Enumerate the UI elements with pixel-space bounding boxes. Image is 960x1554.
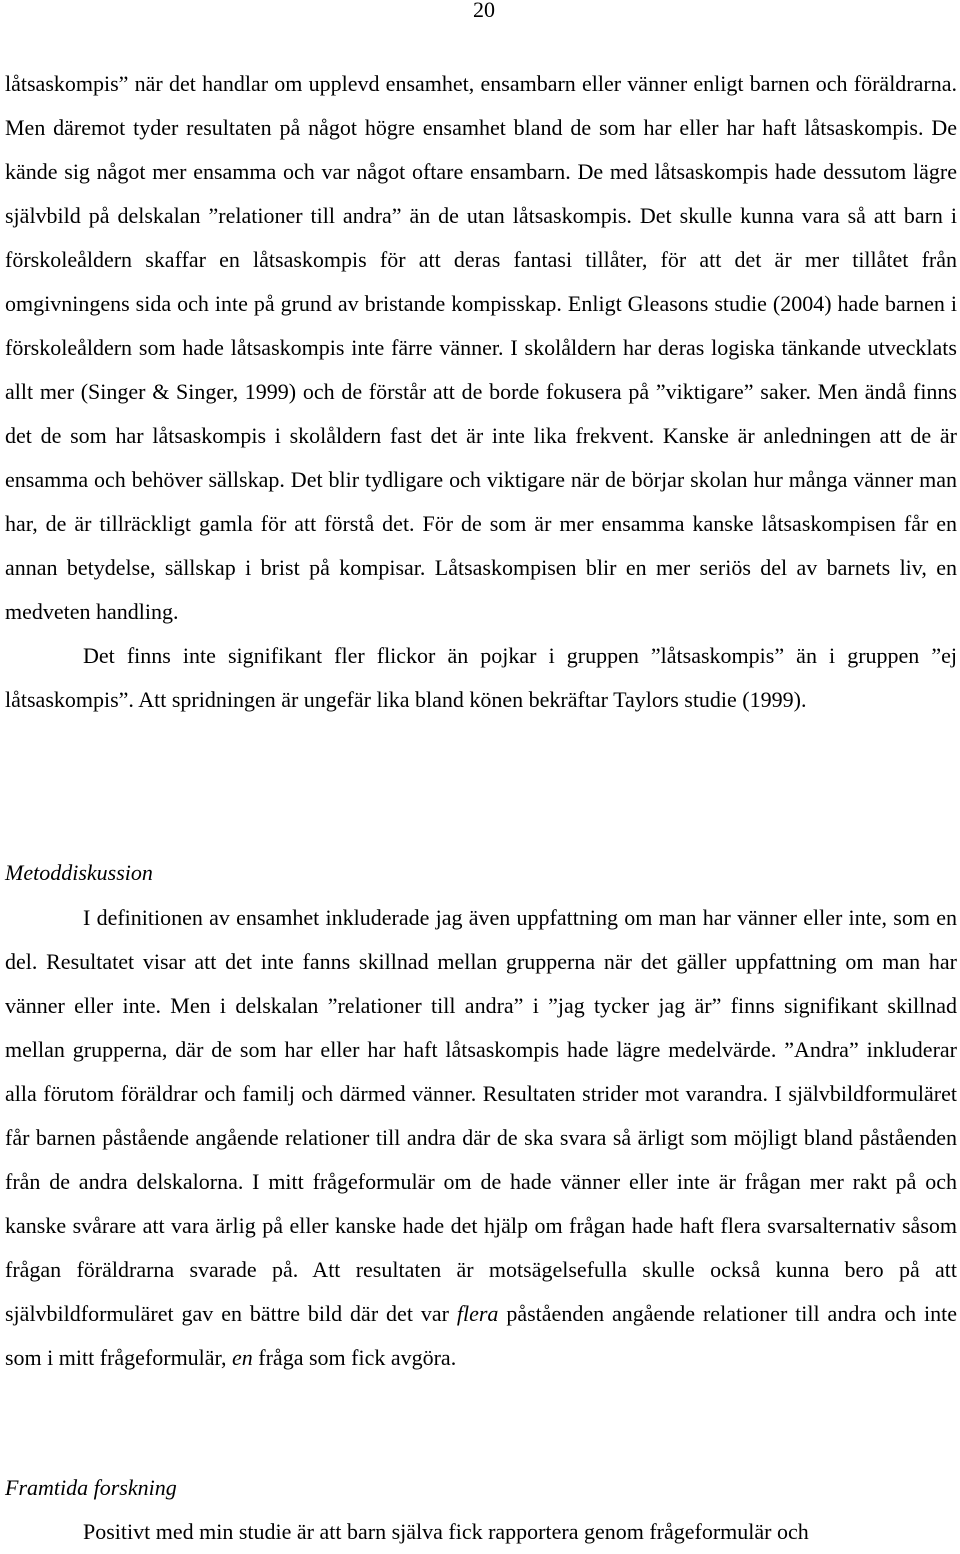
emphasis-text: en <box>232 1345 253 1370</box>
emphasis-text: flera <box>456 1301 499 1326</box>
heading-framtida-forskning: Framtida forskning <box>5 1475 177 1500</box>
paragraph-results-1: låtsaskompis” när det handlar om upplevd ensamhet, ensambarn eller vänner enligt barnen och föräldrarna. Men däremot tyder resultaten på något högre ensamhet bland de som har eller har haft låtsaskompis. De kände sig något mer ensamma och var något oftare ensambarn. De med låtsaskompis hade dessutom lägre självbild på delskalan ”relationer till andra” än de utan låtsaskompis. Det skulle kunna vara så att barn i förskoleåldern skaffar en låtsaskompis för att deras fantasi tillåter, för att det är mer tillåtet från omgivningens sida och inte på grund av bristande kompisskap. Enligt Gleasons studie (2004) hade barnen i förskoleåldern som hade låtsaskompis inte färre vänner. I skolåldern har deras logiska tänkande utvecklats allt mer (Singer & Singer, 1999) och de förstår att de borde fokusera på ”viktigare” saker. Men ändå finns det de som har låtsaskompis i skolåldern fast det är inte lika frekvent. Kanske är anledningen att de är ensamma och behöver sällskap. Det blir tydligare och viktigare när de börjar skolan hur många vänner man har, de är tillräckligt gamla för att förstå det. För de som är mer ensamma kanske låtsaskompisen får en annan betydelse, sällskap i brist på kompisar. Låtsaskompisen blir en mer seriös del av barnets liv, en medveten handling. <box>5 71 957 624</box>
text-run: I definitionen av ensamhet inkluderade jag även uppfattning om man har vänner eller inte, som en del. Resultatet visar att det inte fanns skillnad mellan grupperna när det gäller uppfattning om man har vänner eller inte. Men i delskalan ”relationer till andra” i ”jag tycker jag är” finns signifikant skillnad mellan grupperna, där de som har eller har haft låtsaskompis hade lägre medelvärde. ”Andra” inkluderar alla förutom föräldrar och familj och därmed vänner. Resultaten strider mot varandra. I självbildformuläret får barnen påstående angående relationer till andra där de ska svara så ärligt som möjligt bland påståenden från de andra delskalorna. I mitt frågeformulär om de hade vänner eller inte är frågan mer rakt på och kanske svårare att vara ärlig på eller kanske hade det hjälp om frågan hade haft flera svarsalternativ såsom frågan föräldrarna svarade på. Att resultaten är motsägelsefulla skulle också kunna bero på att självbildformuläret gav en bättre bild där det var <box>5 905 957 1326</box>
heading-metoddiskussion: Metoddiskussion <box>5 860 153 885</box>
text-run: påståenden angående relationer till andra och inte som i mitt frågeformulär, <box>5 1301 958 1370</box>
paragraph-results-2: Det finns inte signifikant fler flickor än pojkar i gruppen ”låtsaskompis” än i gruppen ”ej låtsaskompis”. Att spridningen är ungefär lika bland könen bekräftar Taylors studie (1999). <box>5 643 957 712</box>
framtida-forskning-body <box>5 1510 957 1554</box>
paragraph-metoddiskussion-1 <box>5 896 957 1380</box>
page-number: 20 <box>473 0 495 22</box>
paragraph-framtida-1: Positivt med min studie är att barn själva fick rapportera genom frågeformulär och <box>83 1519 809 1544</box>
results-discussion-body <box>5 62 957 722</box>
metoddiskussion-body <box>5 896 957 1380</box>
text-run: fråga som fick avgöra. <box>252 1345 457 1370</box>
